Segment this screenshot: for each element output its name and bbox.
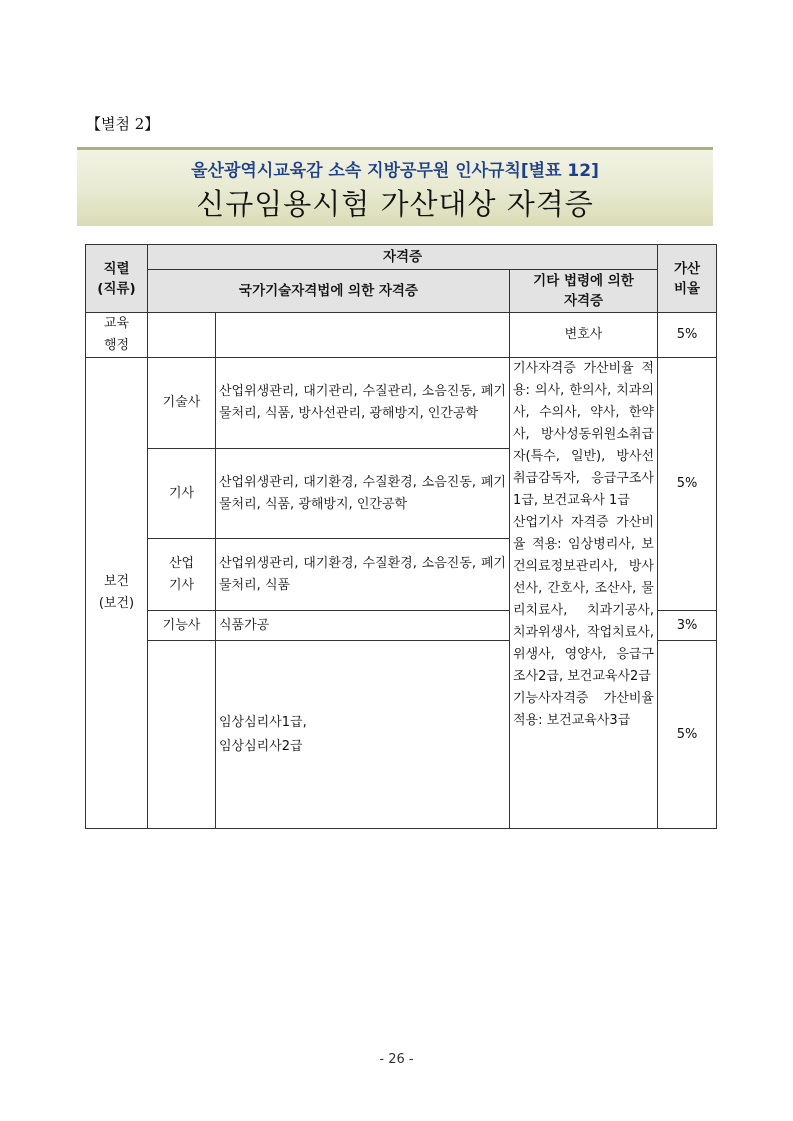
- grade-sanup: 산업 기사: [148, 539, 216, 611]
- banner-subtitle: 울산광역시교육감 소속 지방공무원 인사규칙[별표 12]: [191, 161, 599, 181]
- header-bonus-rate: 가산 비율: [658, 245, 717, 313]
- series-health: 보건 (보건): [86, 358, 148, 829]
- certs-gisulsa: 산업위생관리, 대기관리, 수질관리, 소음진동, 폐기물처리, 식품, 방사선관리, 광해방지, 인간공학: [216, 358, 510, 449]
- psych-grade-empty: [148, 641, 216, 829]
- series-edu: 교육 행정: [86, 313, 148, 358]
- header-position: 직렬 (직류): [86, 245, 148, 313]
- grade-gisa: 기사: [148, 449, 216, 539]
- grade-gineungsa: 기능사: [148, 611, 216, 641]
- banner-title: 신규임용시험 가산대상 자격증: [196, 187, 594, 221]
- header-other-certificates: 기타 법령에 의한 자격증: [510, 270, 658, 313]
- edu-rate: 5%: [658, 313, 717, 358]
- attachment-label: 【별첨 2】: [86, 115, 160, 133]
- certs-gisa: 산업위생관리, 대기환경, 수질환경, 소음진동, 폐기물처리, 식품, 광해방지, 인간공학: [216, 449, 510, 539]
- certs-sanup: 산업위생관리, 대기환경, 수질환경, 소음진동, 폐기물처리, 식품: [216, 539, 510, 611]
- certs-gineungsa: 식품가공: [216, 611, 510, 641]
- table-row-gisulsa: [86, 358, 717, 449]
- header-certificates: 자격증: [148, 245, 658, 270]
- header-row-1: [86, 245, 717, 270]
- rate-gineungsa: 3%: [658, 611, 717, 641]
- title-banner: [77, 147, 713, 226]
- health-rate-top: 5%: [658, 358, 717, 611]
- edu-grade-empty: [148, 313, 216, 358]
- health-other-certs: 기사자격증 가산비율 적용: 의사, 한의사, 치과의사, 수의사, 약사, 한약사, 방사성동위원소취급자(특수, 일반), 방사선 취급감독자, 응급구조사1급, 보건교육사 1급 산업기사 자격증 가산비율 적용: 임상병리사, 보건의료정보관리사, 방사선사, 간호사, 조산사, 물리치료사, 치과기공사, 치과위생사, 작업치료사, 위생사, 영양사, 응급구조사2급, 보건교육사2급 기능사자격증 가산비율 적용: 보건교육사3급: [510, 358, 658, 829]
- rate-psych: 5%: [658, 641, 717, 829]
- grade-gisulsa: 기술사: [148, 358, 216, 449]
- certs-psych: 임상심리사1급, 임상심리사2급: [216, 641, 510, 829]
- table-row-edu: [86, 313, 717, 358]
- page-number: - 26 -: [379, 1052, 414, 1067]
- edu-national-empty: [216, 313, 510, 358]
- certificate-table: [85, 244, 717, 829]
- header-national-certificates: 국가기술자격법에 의한 자격증: [148, 270, 510, 313]
- header-row-2: [86, 270, 717, 313]
- edu-other-cert: 변호사: [510, 313, 658, 358]
